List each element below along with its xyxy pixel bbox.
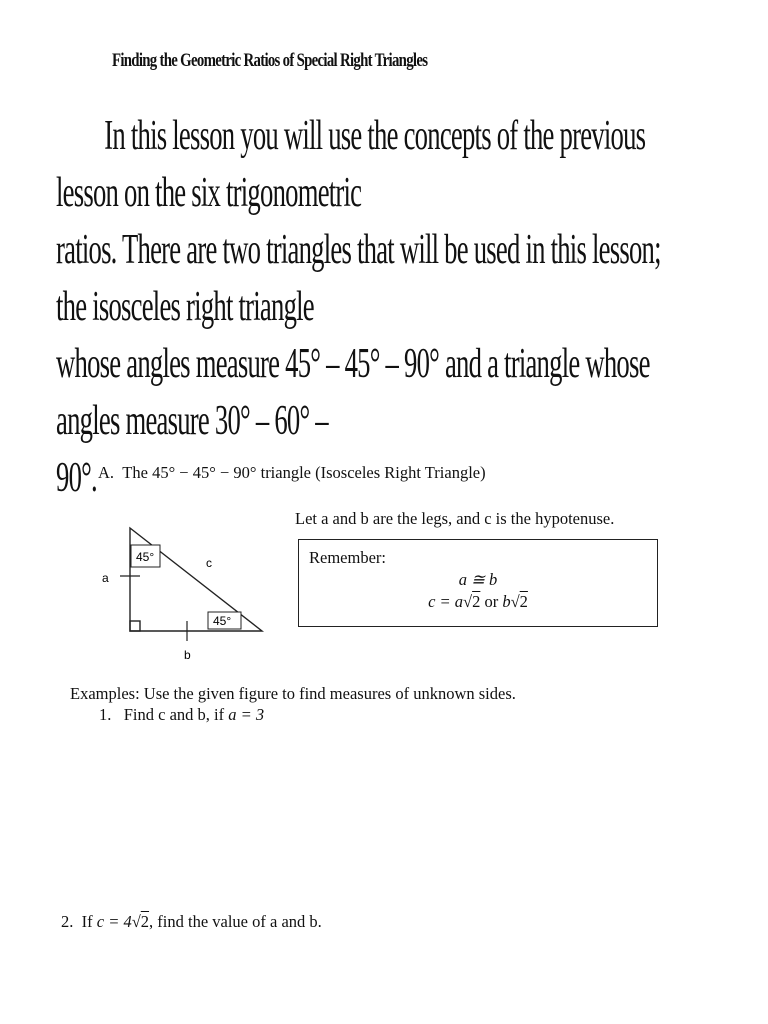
example-1: 1. Find c and b, if a = 3 <box>99 705 265 724</box>
remember-box <box>298 539 658 627</box>
bottom-angle-label: 45° <box>213 614 232 628</box>
section-a-heading <box>98 463 486 483</box>
leg-b-label: b <box>184 648 191 662</box>
example-2: 2. If c = 4√2, find the value of a and b. <box>61 912 322 931</box>
intro-paragraph <box>56 108 691 507</box>
leg-a-label: a <box>102 571 109 585</box>
legs-note: Let a and b are the legs, and c is the hypotenuse. <box>295 509 615 528</box>
intro-line-1: In this lesson you will use the concepts of the previous lesson on the six trigonometric <box>56 113 646 216</box>
section-marker: A. <box>98 463 115 482</box>
top-angle-label: 45° <box>136 550 155 564</box>
example-2-number: 2. <box>61 912 74 931</box>
intro-line-4: 90°. <box>56 455 97 501</box>
examples-intro: Examples: Use the given figure to find measures of unknown sides. <box>70 684 516 703</box>
intro-line-2: ratios. There are two triangles that will be used in this lesson; the isosceles right triangle <box>56 227 661 330</box>
isosceles-right-triangle-figure <box>96 520 276 665</box>
page-title: Finding the Geometric Ratios of Special Right Triangles <box>112 50 428 71</box>
triangle-outline <box>130 528 262 631</box>
right-angle-mark <box>130 621 140 631</box>
intro-line-3: whose angles measure 45° – 45° – 90° and a triangle whose angles measure 30° – 60° – <box>56 341 650 444</box>
section-heading-text: The 45° − 45° − 90° triangle (Isosceles Right Triangle) <box>122 463 486 482</box>
remember-rule-hypotenuse: c = a√2 or b√2 <box>428 592 528 611</box>
remember-rule-congruent: a ≅ b <box>458 570 498 589</box>
hypotenuse-c-label: c <box>206 556 212 570</box>
example-1-number: 1. <box>99 705 112 724</box>
remember-title: Remember: <box>309 548 386 567</box>
